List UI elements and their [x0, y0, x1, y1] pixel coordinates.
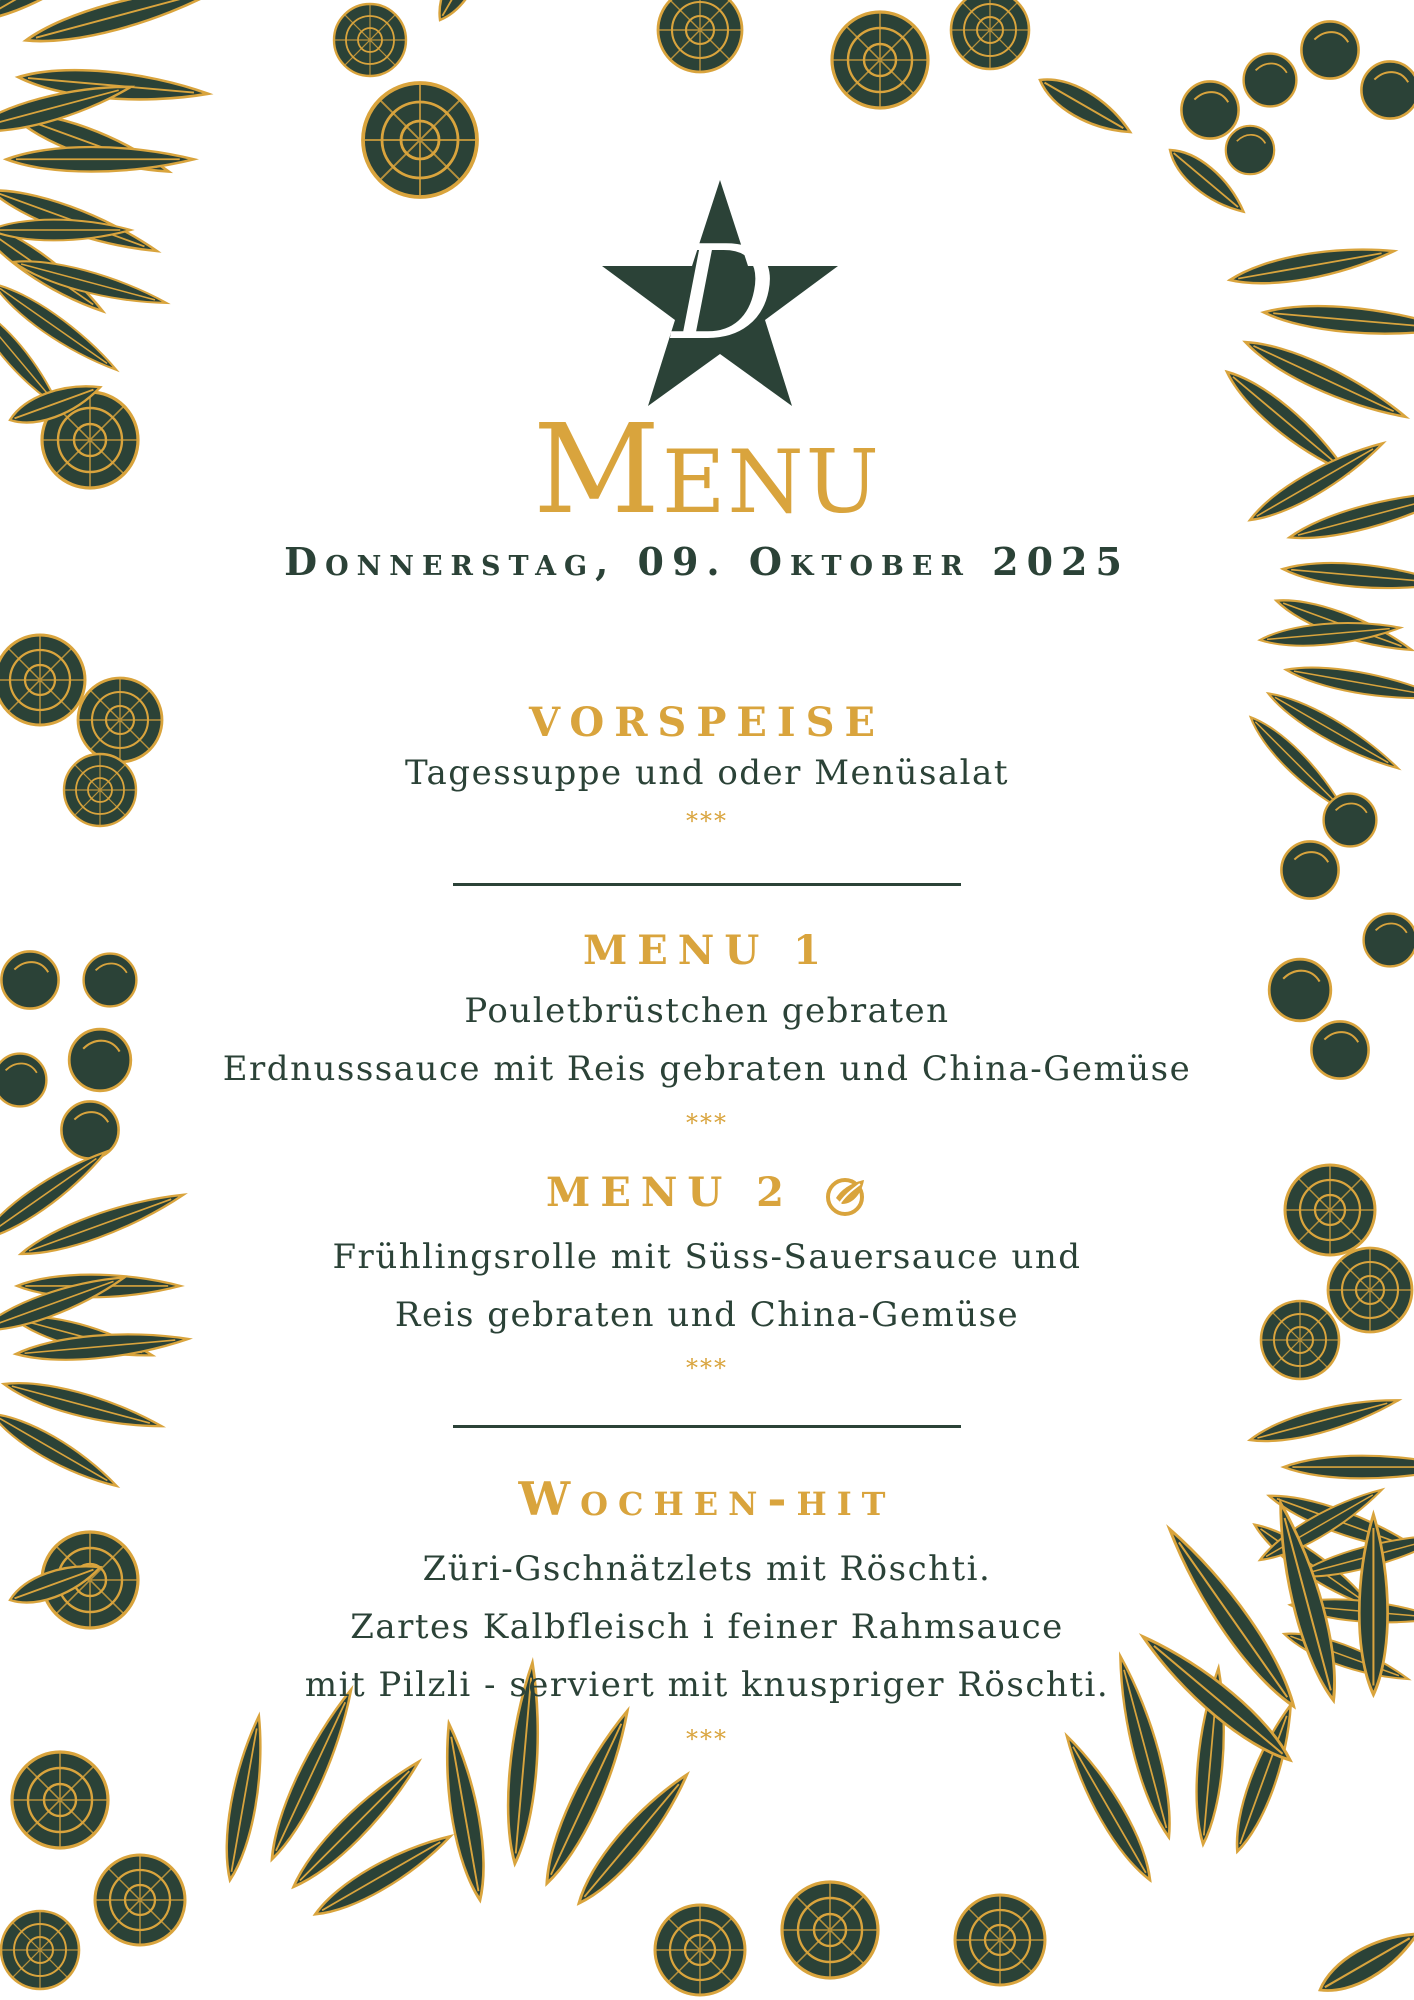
menu-2-line-1: Frühlingsrolle mit Süss-Sauersauce und [332, 1237, 1082, 1277]
section-heading-vorspeise: VORSPEISE [529, 699, 885, 746]
vorspeise-line-1: Tagessuppe und oder Menüsalat [405, 753, 1009, 793]
menu-1-separator-stars: *** [686, 1109, 728, 1137]
menu-1-line-1: Pouletbrüstchen gebraten [464, 991, 950, 1031]
menu-2-line-2: Reis gebraten und China-Gemüse [394, 1295, 1020, 1335]
wochen-hit-line-1: Züri-Gschnätzlets mit Röschti. [422, 1549, 992, 1589]
vegetarian-leaf-icon [824, 1174, 868, 1218]
wochen-hit-separator-stars: *** [686, 1725, 728, 1753]
divider-line-2 [453, 1425, 961, 1428]
menu-2-separator-stars: *** [686, 1354, 728, 1382]
wochen-hit-line-3: mit Pilzli - serviert mit knuspriger Röschti. [304, 1665, 1110, 1705]
section-heading-menu-1: MENU 1 [583, 927, 831, 974]
divider-line [453, 883, 961, 886]
page-title: Menu [533, 398, 881, 542]
wochen-hit-line-2: Zartes Kalbfleisch i feiner Rahmsauce [350, 1607, 1064, 1647]
section-heading-menu-2: MENU 2 [546, 1169, 795, 1216]
star-logo-icon [600, 178, 840, 410]
menu-date: Donnerstag, 09. Oktober 2025 [284, 539, 1130, 584]
menu-1-line-2: Erdnusssauce mit Reis gebraten und China-Gemüse [222, 1049, 1192, 1089]
logo-letter: D [671, 217, 777, 369]
section-heading-wochen-hit: Wochen-hit [518, 1472, 896, 1526]
section-heading-menu-2-row [0, 1170, 1414, 1218]
vorspeise-separator-stars: *** [686, 807, 728, 835]
